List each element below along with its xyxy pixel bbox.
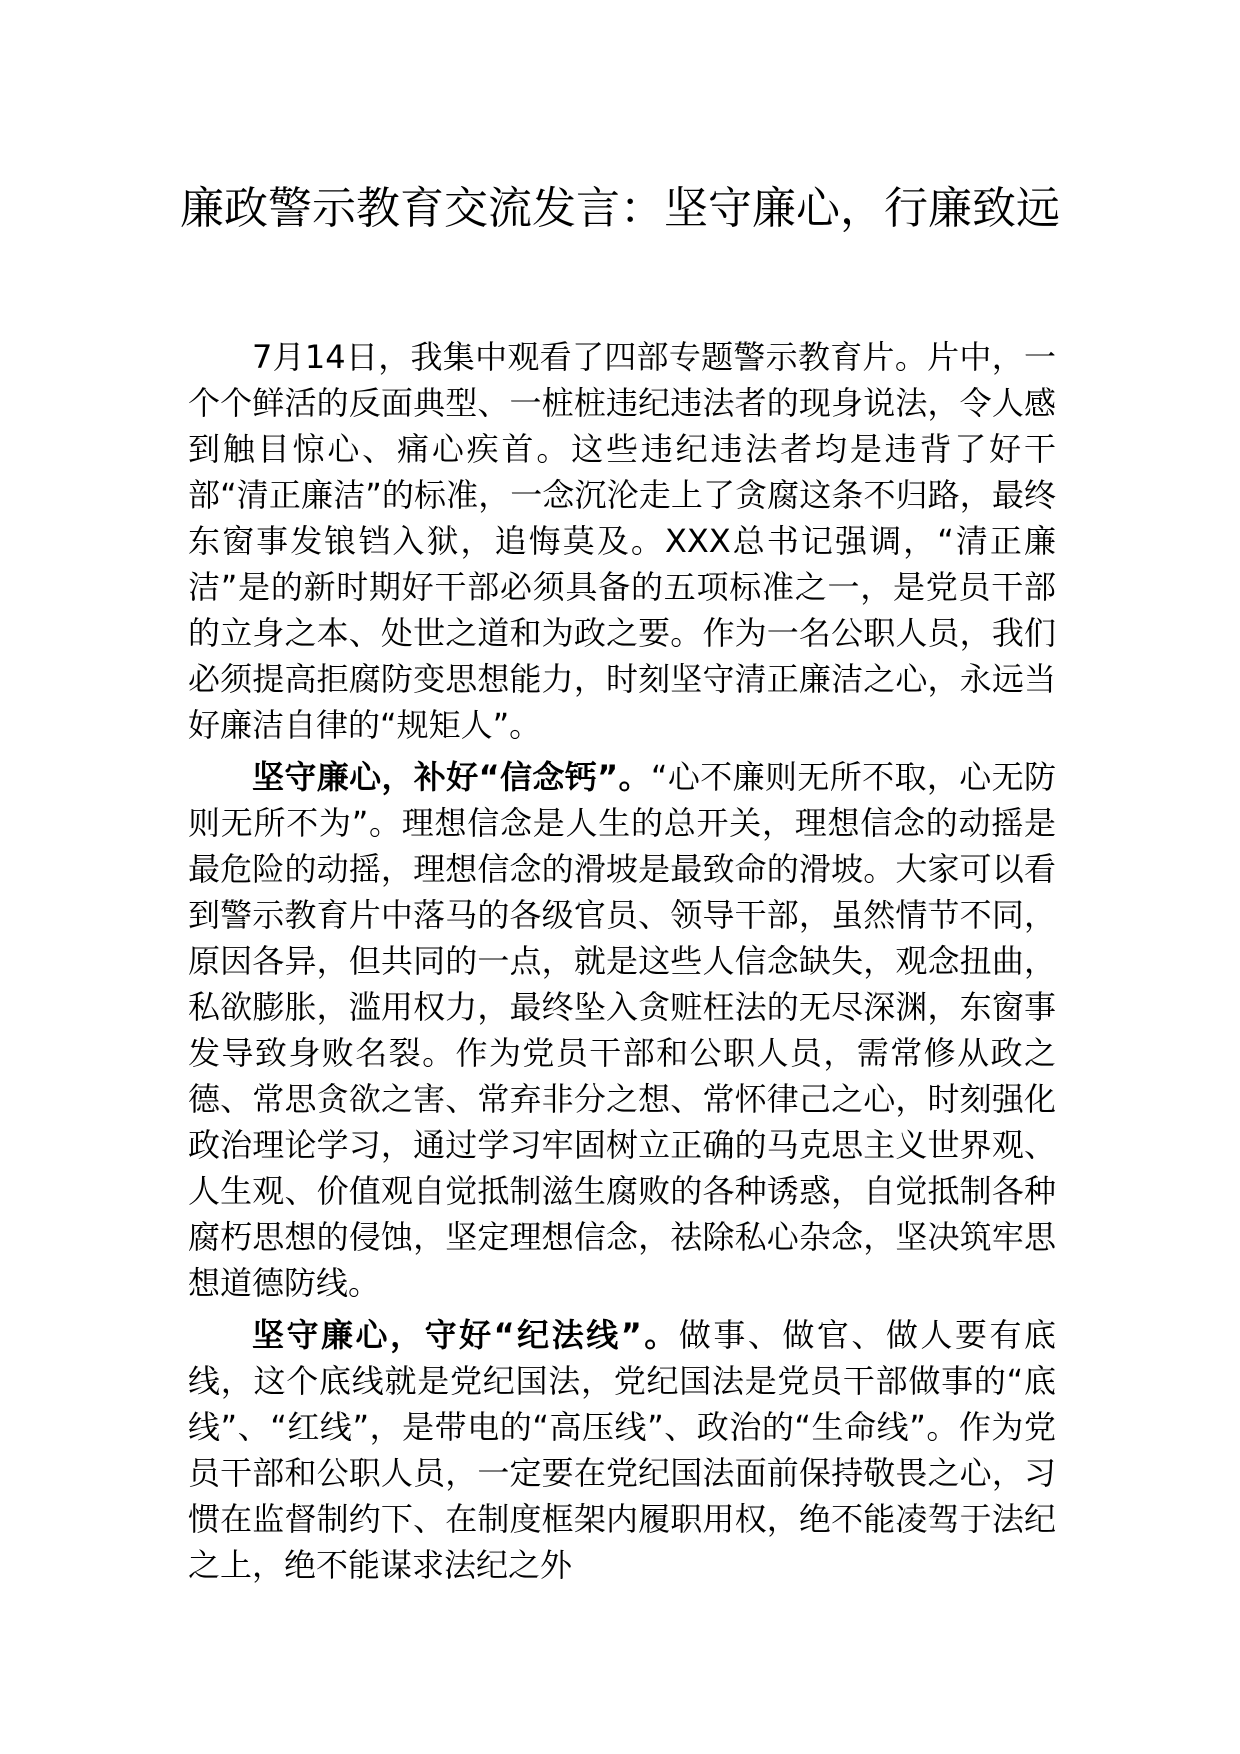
paragraph-intro (188, 334, 1056, 748)
document-title: 廉政警示教育交流发言：坚守廉心，行廉致远 (180, 183, 1060, 234)
paragraph-discipline (188, 1312, 1056, 1588)
paragraph-faith (188, 754, 1056, 1306)
paragraph-text: 做事、做官、做人要有底线，这个底线就是党纪国法，党纪国法是党员干部做事的“底线”、“红线”，是带电的“高压线”、政治的“生命线”。作为党员干部和公职人员，一定要在党纪国法面前保持敬畏之心，习惯在监督制约下、在制度框架内履职用权，绝不能凌驾于法纪之上，绝不能谋求法纪之外 (188, 1316, 1056, 1584)
paragraph-text: 7月14日，我集中观看了四部专题警示教育片。片中，一个个鲜活的反面典型、一桩桩违纪违法者的现身说法，令人感到触目惊心、痛心疾首。这些违纪违法者均是违背了好干部“清正廉洁”的标准，一念沉沦走上了贪腐这条不归路，最终东窗事发锒铛入狱，追悔莫及。XXX总书记强调，“清正廉洁”是的新时期好干部必须具备的五项标准之一，是党员干部的立身之本、处世之道和为政之要。作为一名公职人员，我们必须提高拒腐防变思想能力，时刻坚守清正廉洁之心，永远当好廉洁自律的“规矩人”。 (188, 338, 1056, 744)
document-body (188, 334, 1056, 1588)
paragraph-heading: 坚守廉心，补好“信念钙”。 (252, 758, 651, 796)
paragraph-text: “心不廉则无所不取，心无防则无所不为”。理想信念是人生的总开关，理想信念的动摇是最危险的动摇，理想信念的滑坡是最致命的滑坡。大家可以看到警示教育片中落马的各级官员、领导干部，虽然情节不同，原因各异，但共同的一点，就是这些人信念缺失，观念扭曲，私欲膨胀，滥用权力，最终坠入贪赃枉法的无尽深渊，东窗事发导致身败名裂。作为党员干部和公职人员，需常修从政之德、常思贪欲之害、常弃非分之想、常怀律己之心，时刻强化政治理论学习，通过学习牢固树立正确的马克思主义世界观、人生观、价值观自觉抵制滋生腐败的各种诱惑，自觉抵制各种腐朽思想的侵蚀，坚定理想信念，祛除私心杂念，坚决筑牢思想道德防线。 (188, 758, 1056, 1302)
paragraph-heading: 坚守廉心，守好“纪法线”。 (252, 1316, 679, 1354)
